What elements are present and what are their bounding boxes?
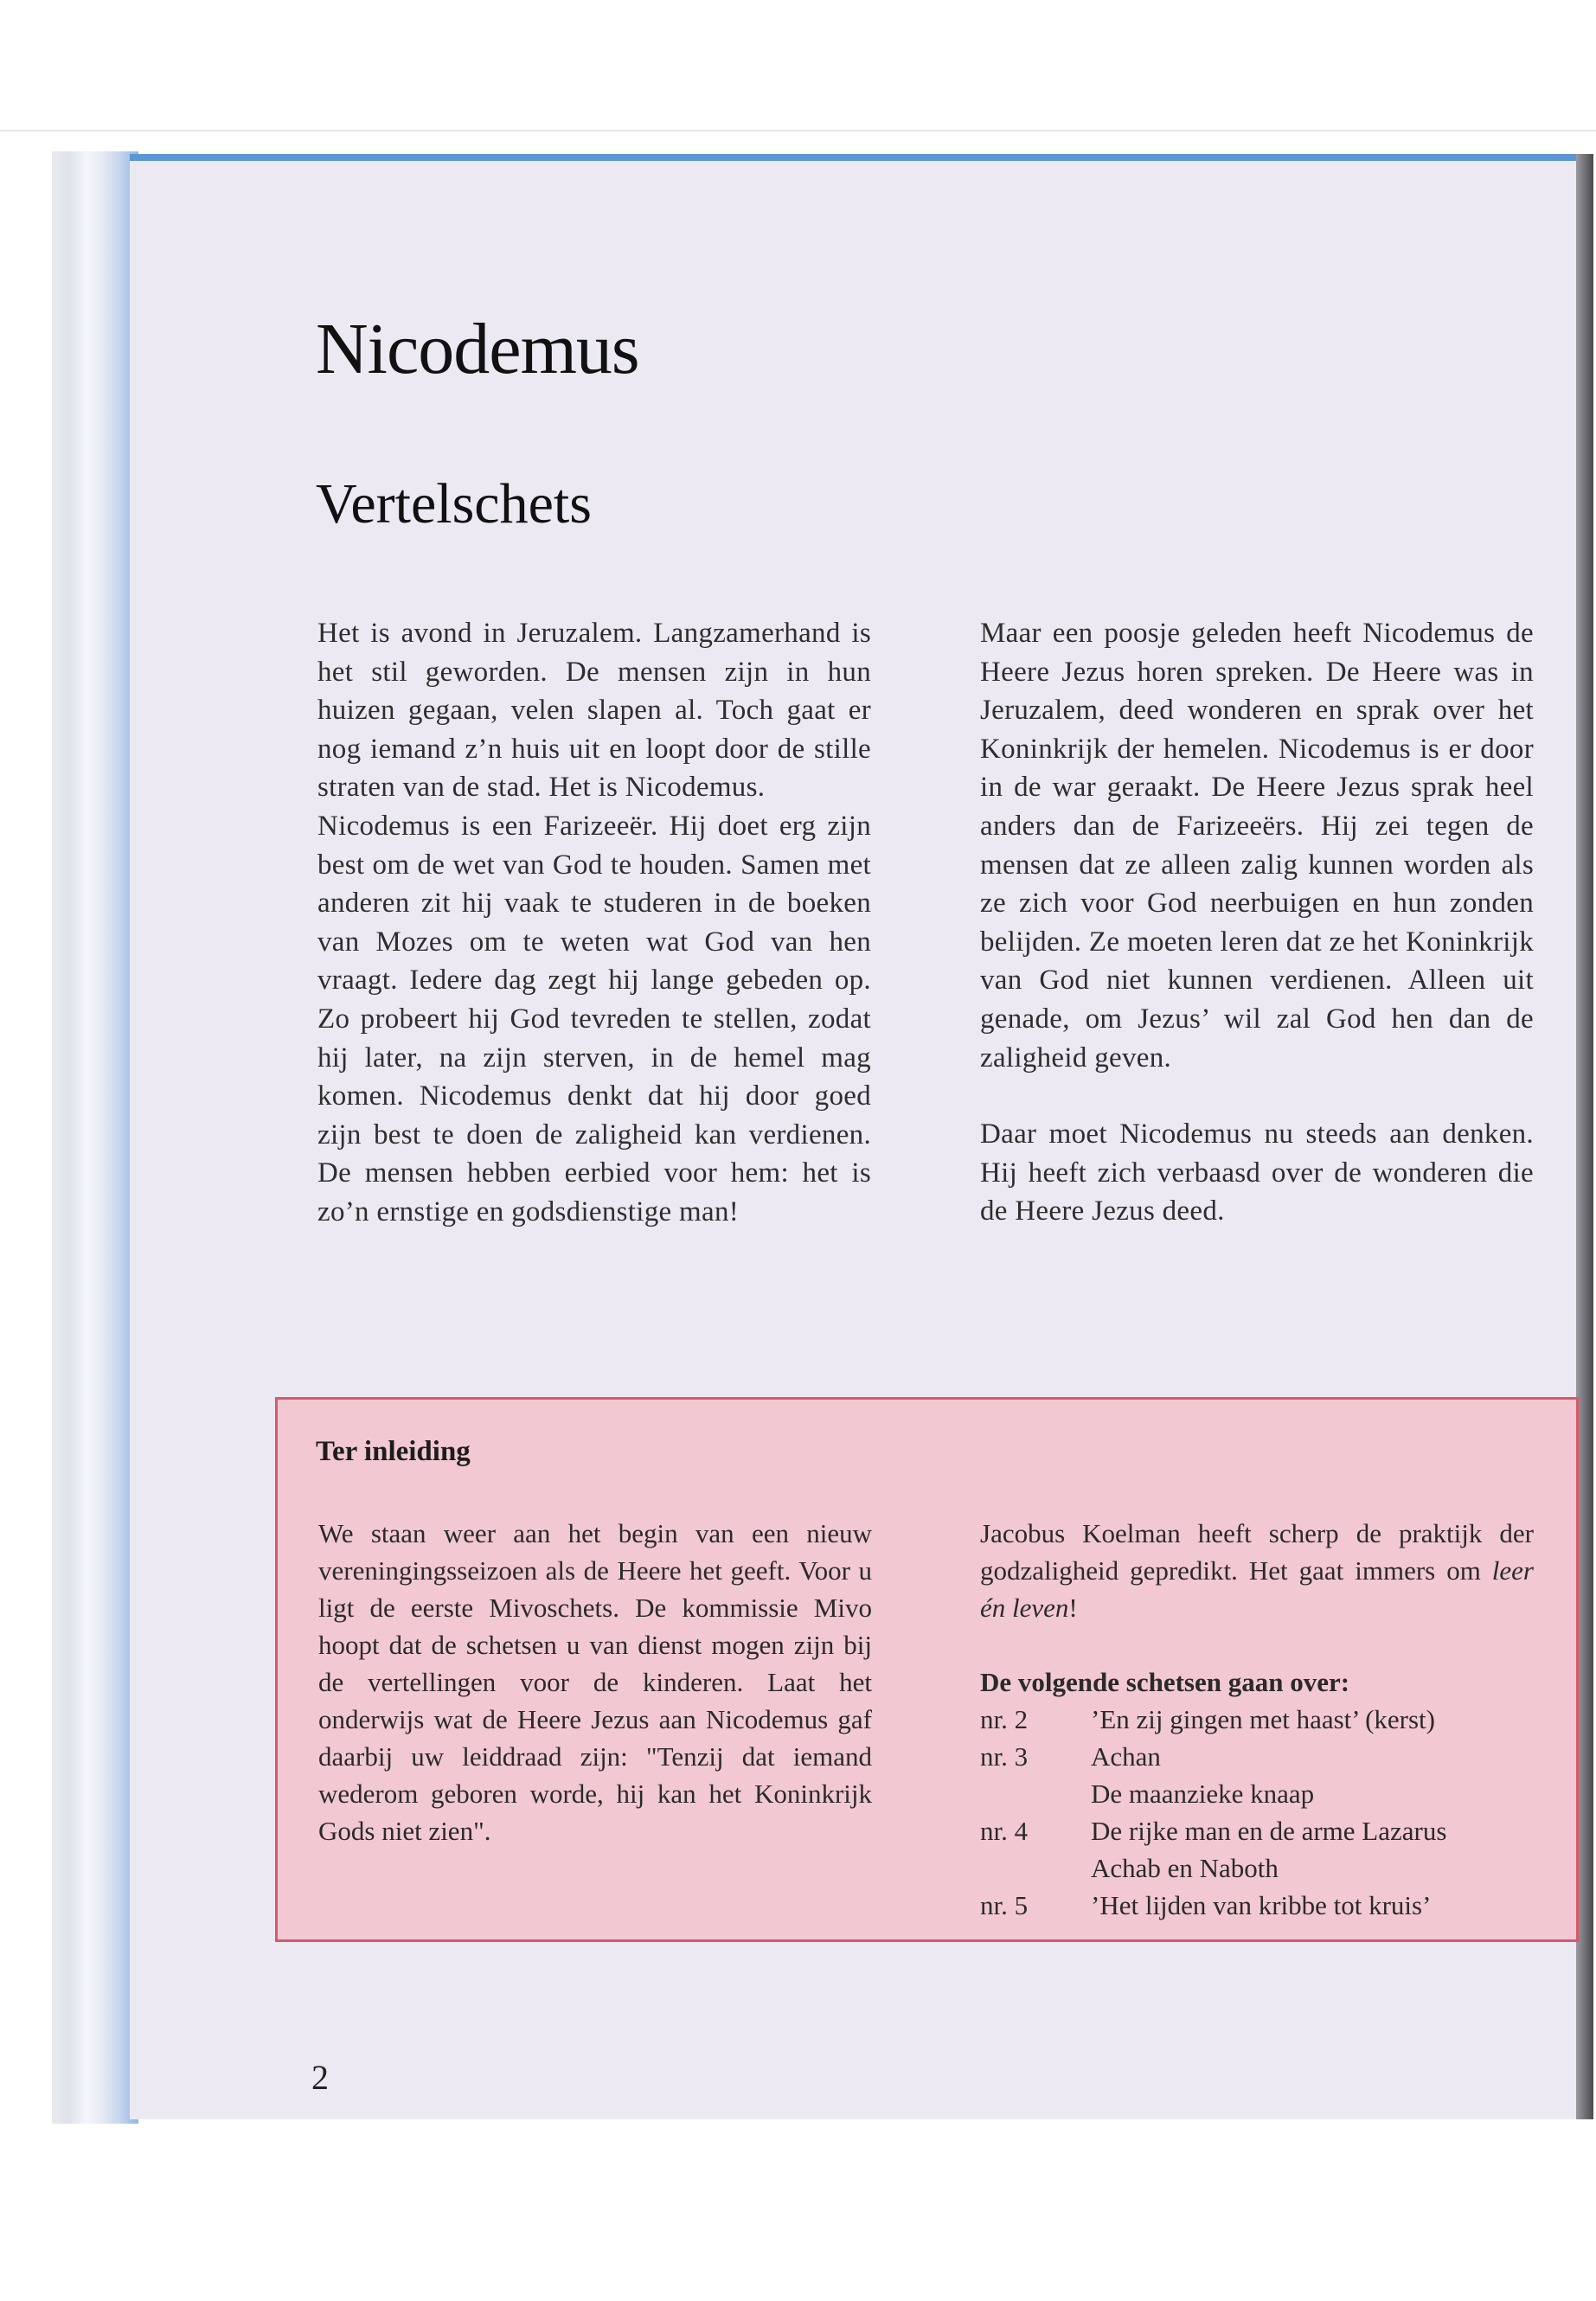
list-number	[980, 1849, 1091, 1887]
list-text: Achan	[1091, 1741, 1161, 1772]
section-subtitle: Vertelschets	[316, 472, 592, 535]
list-item	[980, 1849, 1534, 1887]
list-item	[980, 1738, 1534, 1775]
list-item	[980, 1701, 1534, 1738]
scan-edge	[0, 130, 1596, 131]
list-number: nr. 3	[980, 1741, 1029, 1772]
list-number: nr. 2	[980, 1704, 1029, 1734]
intro-text: We staan weer aan het begin van een nieuw vereningingsseizoen als de Heere het geeft. Voor u ligt de eerste Mivoschets. De kommissie Mivo hoopt dat de schetsen u van dienst mogen zijn bij de vertellingen voor de kinderen. Laat het onderwijs wat de Heere Jezus aan Nicodemus gaf daarbij uw leiddraad zijn: "Tenzij dat iemand wederom geboren worde, hij kan het Koninkrijk Gods niet zien".	[318, 1518, 872, 1846]
list-text: De maanzieke knaap	[1091, 1779, 1315, 1809]
paragraph: Het is avond in Jeruzalem. Langzamerhand is het stil geworden. De mensen zijn in hun huizen gegaan, velen slapen al. Toch gaat er nog iemand z’n huis uit en loopt door de stille straten van de stad. Het is Nicodemus.	[317, 618, 871, 804]
list-text: ’En zij gingen met haast’ (kerst)	[1091, 1704, 1435, 1734]
text-column-right	[980, 614, 1534, 1231]
paragraph-text: Jacobus Koelman heeft scherp de praktijk der godzaligheid gepredikt. Het gaat immers om	[980, 1518, 1534, 1586]
list-text: ’Het lijden van kribbe tot kruis’	[1091, 1890, 1432, 1920]
paragraph: Daar moet Nicodemus nu steeds aan denken. Hij heeft zich verbaasd over de wonderen die de Heere Jezus deed.	[980, 1118, 1534, 1227]
emphasis-text: leer én leven	[980, 1555, 1534, 1623]
list-item	[980, 1887, 1534, 1924]
paragraph: Maar een poosje geleden heeft Nicodemus de Heere Jezus horen spreken. De Heere was in Jeruzalem, deed wonderen en sprak over het Koninkrijk der hemelen. Nicodemus is er door in de war geraakt. De Heere Jezus sprak heel anders dan de Farizeeërs. Hij zei tegen de mensen dat ze alleen zalig kunnen worden als ze zich voor God neerbuigen en hun zonden belijden. Ze moeten leren dat ze het Koninkrijk van God niet kunnen verdienen. Alleen uit genade, om Jezus’ wil zal God hen dan de zaligheid geven.	[980, 618, 1534, 1074]
list-number	[980, 1775, 1091, 1812]
paragraph: Nicodemus is een Farizeeër. Hij doet erg zijn best om de wet van God te houden. Samen met anderen zit hij vaak te studeren in de boeken van Mozes om te weten wat God van hen vraagt. Iedere dag zegt hij lange gebeden op. Zo probeert hij God tevreden te stellen, zodat hij later, na zijn sterven, in de hemel mag komen. Nicodemus denkt dat hij door goed zijn best te doen de zaligheid kan verdienen. De mensen hebben eerbied voor hem: het is zo’n ernstige en godsdienstige man!	[317, 810, 871, 1227]
list-item	[980, 1775, 1534, 1812]
koelman-paragraph	[980, 1515, 1534, 1626]
list-heading: De volgende schetsen gaan over:	[980, 1667, 1350, 1697]
intro-heading: Ter inleiding	[316, 1436, 471, 1467]
intro-box	[275, 1397, 1579, 1942]
text-column-left	[317, 614, 871, 1232]
paragraph-text-end: !	[1068, 1593, 1078, 1623]
list-item	[980, 1812, 1534, 1849]
page-number: 2	[311, 2058, 329, 2097]
page-gutter-shadow	[1576, 154, 1593, 2119]
list-number: nr. 5	[980, 1890, 1029, 1920]
list-text: Achab en Naboth	[1091, 1853, 1279, 1883]
intro-right-column	[980, 1515, 1534, 1924]
book-page-edges	[52, 151, 138, 2124]
list-number: nr. 4	[980, 1816, 1029, 1846]
list-text: De rijke man en de arme Lazarus	[1091, 1816, 1447, 1846]
page-title: Nicodemus	[316, 309, 639, 389]
